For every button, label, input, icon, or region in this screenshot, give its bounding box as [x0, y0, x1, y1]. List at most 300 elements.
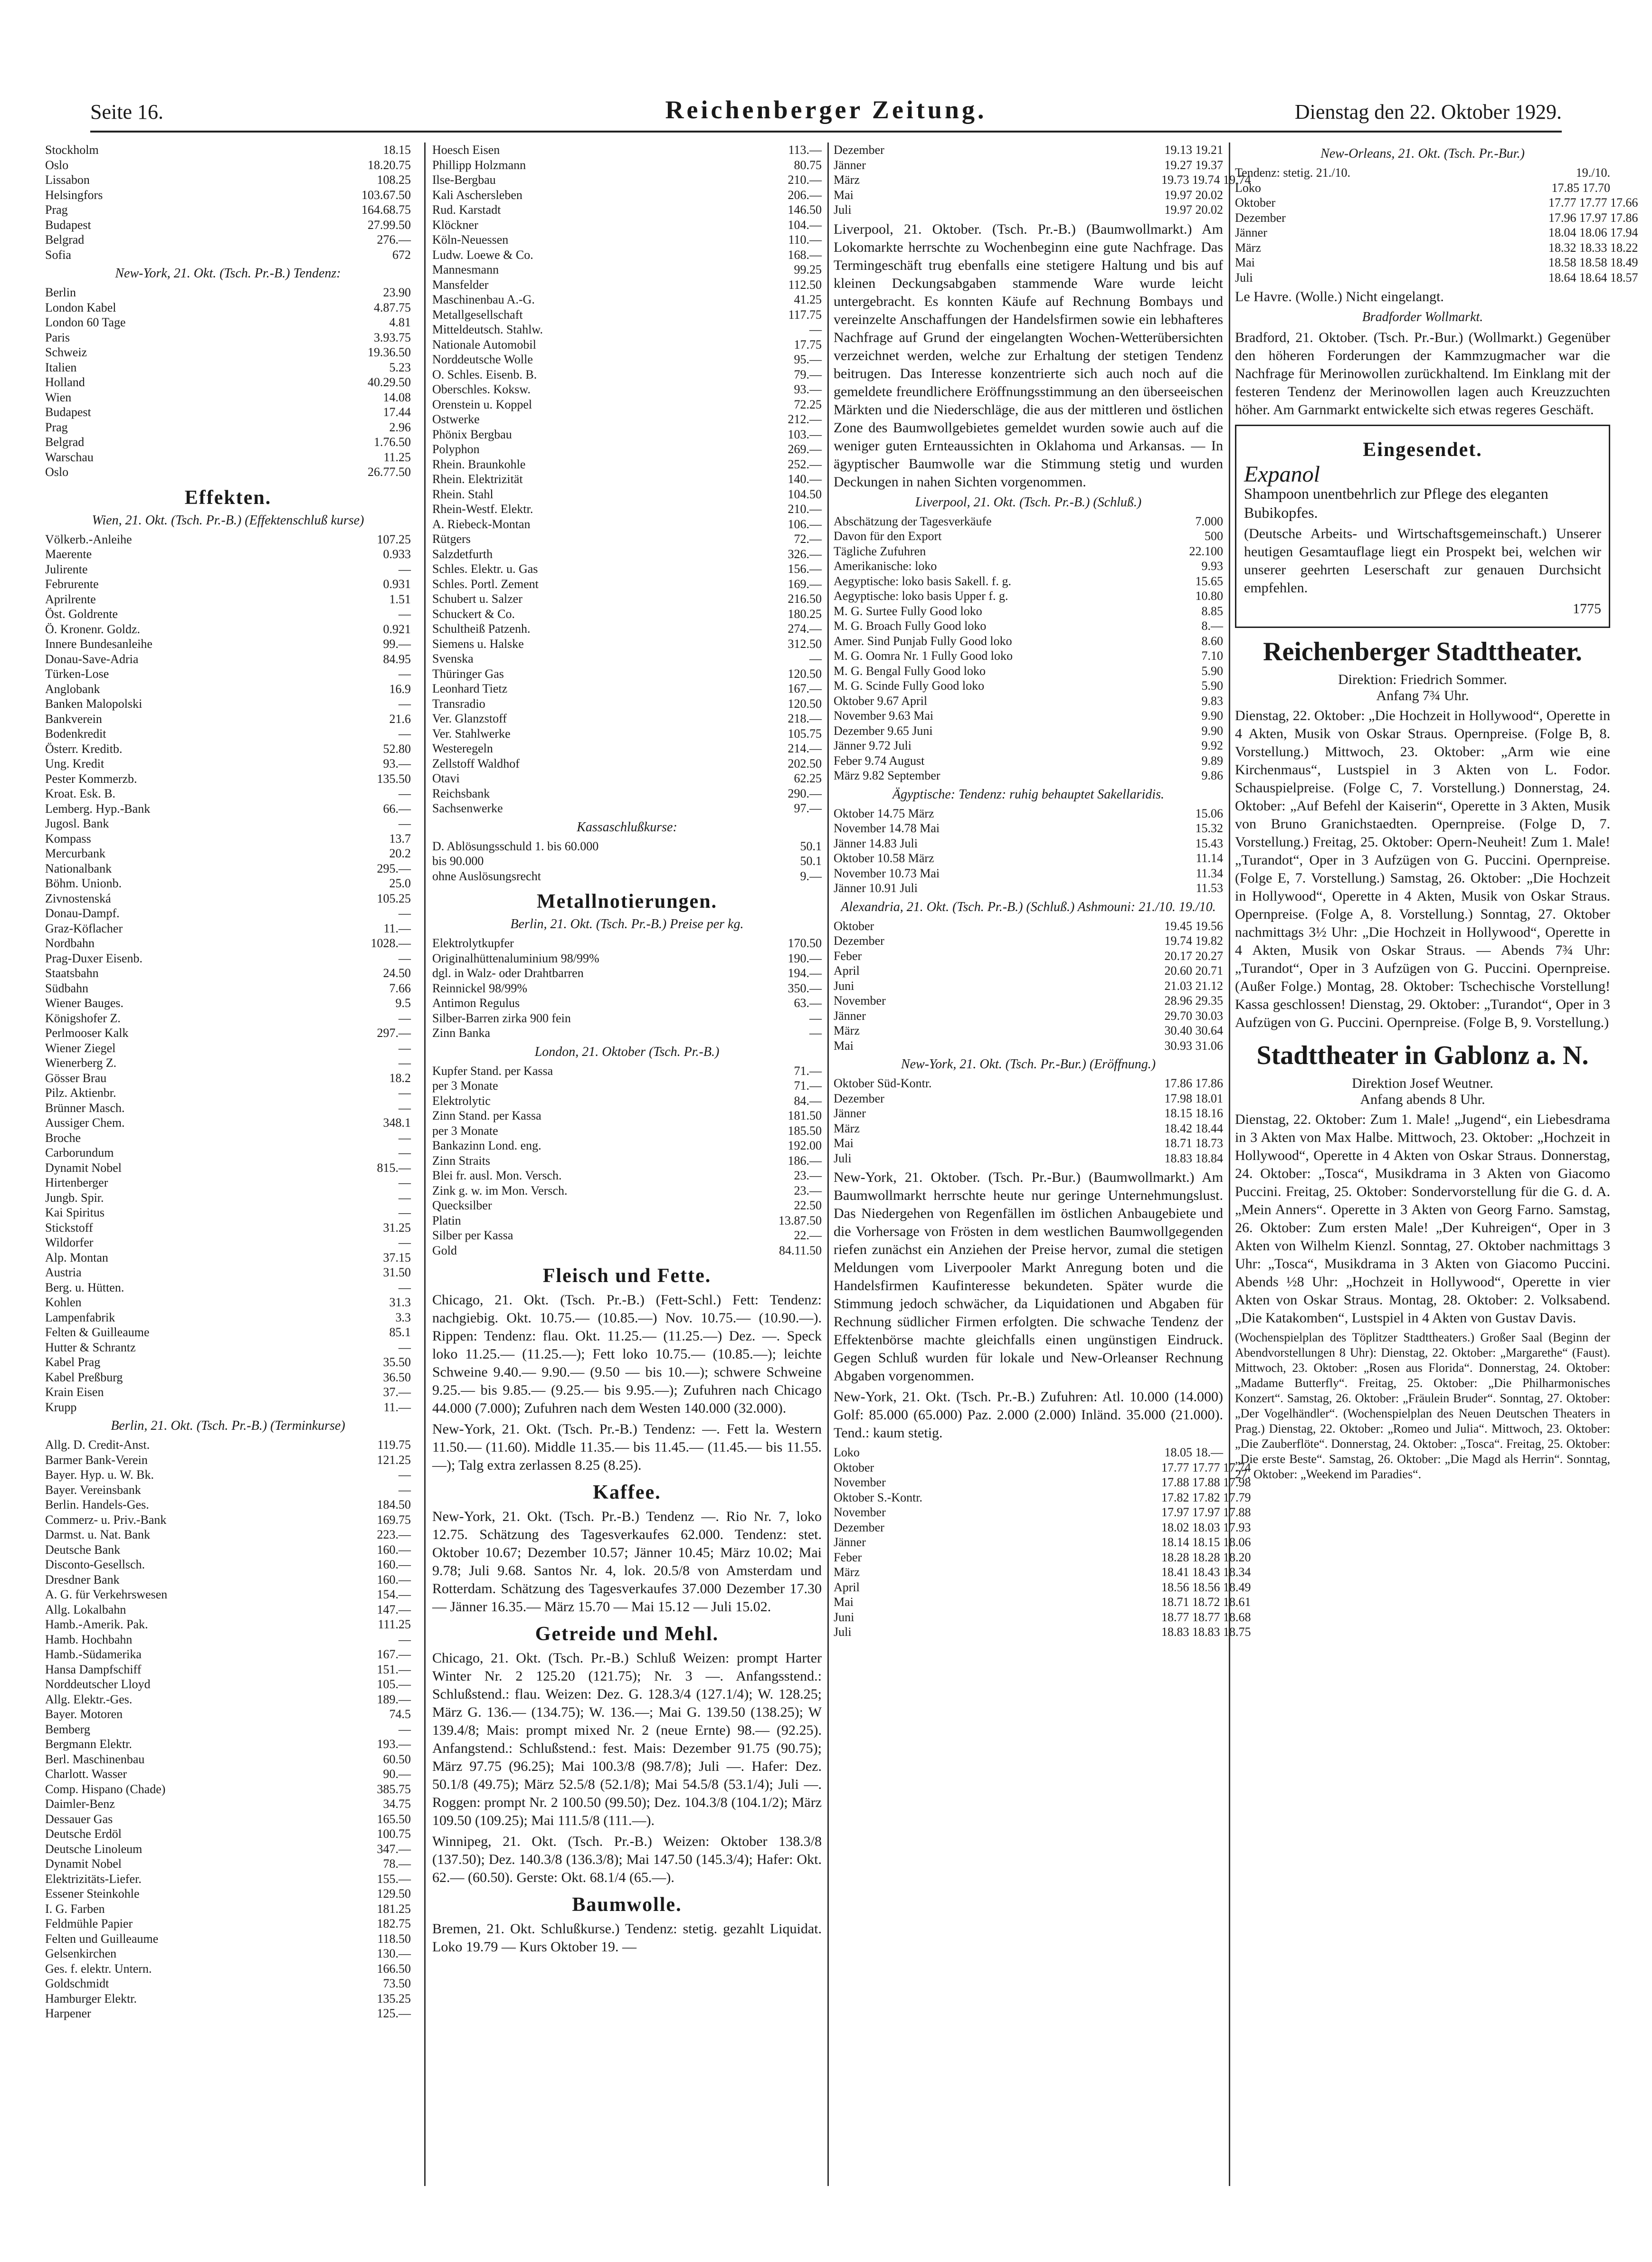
- row-value: 111.25: [378, 1617, 411, 1631]
- table-row: [45, 1901, 411, 1917]
- table-row: [834, 574, 1223, 589]
- row-label: Bodenkredit: [45, 727, 106, 741]
- table-row: [1235, 181, 1610, 196]
- table-row: [432, 561, 822, 577]
- row-value: 105.—: [377, 1677, 411, 1691]
- row-value: 93.—: [794, 382, 822, 396]
- row-value: 212.—: [788, 412, 822, 426]
- table-row: [432, 666, 822, 682]
- row-value: 274.—: [788, 622, 822, 636]
- row-value: 18.15: [383, 143, 411, 157]
- row-label: Berl. Maschinenbau: [45, 1752, 145, 1766]
- row-label: Wien: [45, 390, 72, 404]
- row-value: —: [399, 607, 411, 621]
- row-value: 18.02 18.03 17.93: [1161, 1520, 1251, 1534]
- table-row: [834, 694, 1223, 709]
- row-label: Jänner: [834, 158, 866, 172]
- row-label: Dresdner Bank: [45, 1572, 120, 1587]
- table-row: [834, 851, 1223, 866]
- row-label: Jänner: [834, 1106, 866, 1120]
- row-value: —: [399, 1086, 411, 1100]
- row-label: April: [834, 964, 860, 978]
- table-row: [834, 1595, 1251, 1610]
- row-value: 99.—: [383, 637, 411, 651]
- table-row: [834, 1151, 1223, 1166]
- row-label: Anglobank: [45, 682, 100, 696]
- table-row: [45, 652, 411, 667]
- table-row: [1235, 225, 1638, 240]
- table-row: [834, 664, 1223, 679]
- row-label: M. G. Oomra Nr. 1 Fully Good loko: [834, 649, 1013, 663]
- row-label: Zinn Straits: [432, 1153, 491, 1168]
- row-label: Königshofer Z.: [45, 1011, 121, 1025]
- row-label: bis 90.000: [432, 854, 484, 868]
- row-label: Südbahn: [45, 981, 88, 995]
- row-label: Otavi: [432, 771, 460, 785]
- row-label: Jänner: [834, 1008, 866, 1023]
- row-value: 165.50: [377, 1812, 411, 1826]
- table-row: [45, 1011, 411, 1026]
- row-value: 36.50: [383, 1370, 411, 1384]
- table-row: [45, 1325, 411, 1340]
- row-value: —: [399, 951, 411, 965]
- row-value: 11.25: [383, 450, 411, 464]
- theater-director: Direktion: Friedrich Sommer.: [1338, 672, 1507, 687]
- row-value: 117.75: [788, 307, 822, 322]
- row-label: Rhein. Elektrizität: [432, 472, 523, 486]
- table-row: [45, 1856, 411, 1872]
- row-label: Wienerberg Z.: [45, 1056, 117, 1070]
- row-label: Oktober 10.58 März: [834, 851, 934, 865]
- row-value: 290.—: [788, 786, 822, 800]
- newyork-cotton-table: [834, 1076, 1223, 1166]
- row-value: 72.—: [794, 532, 822, 546]
- table-row: [834, 708, 1223, 723]
- bradford-report: Bradford, 21. Oktober. (Tsch. Pr.-Bur.) (Wollmarkt.) Gegenüber den höheren Forderungen der Kammzugmacher war die Nachfrage für Merinowollen zurückhaltend. Im Einklang mit der festeren Tendenz der Merinowollen lagen auch Kreuzzuchten höher. Am Garnmarkt entwickelte sich etwas regeres Geschäft.: [1235, 330, 1610, 418]
- row-value: 5.90: [1201, 679, 1223, 693]
- row-label: Oktober: [834, 1460, 874, 1474]
- table-row: [45, 300, 411, 315]
- table-row: [1235, 195, 1638, 210]
- getreide-heading: Getreide und Mehl.: [535, 1623, 719, 1645]
- effekten-heading: Effekten.: [184, 486, 272, 509]
- row-value: 17.96 17.97 17.86: [1548, 210, 1638, 225]
- row-label: per 3 Monate: [432, 1123, 498, 1138]
- row-label: Loko: [834, 1445, 860, 1459]
- row-label: Schuckert & Co.: [432, 607, 515, 621]
- table-row: [45, 420, 411, 435]
- row-value: —: [399, 1340, 411, 1354]
- table-row: [834, 1625, 1251, 1640]
- row-value: 100.75: [377, 1827, 411, 1841]
- row-value: 74.5: [389, 1707, 411, 1721]
- row-value: 11.—: [383, 1400, 411, 1414]
- row-label: Oslo: [45, 465, 69, 479]
- table-row: [432, 1153, 822, 1169]
- header-rule: [90, 131, 1562, 133]
- row-value: —: [399, 562, 411, 576]
- row-value: 17.85 17.70: [1551, 181, 1610, 195]
- row-label: Juli: [834, 1625, 852, 1639]
- row-label: Ver. Stahlwerke: [432, 726, 511, 741]
- row-value: —: [399, 1056, 411, 1070]
- table-row: [45, 1752, 411, 1767]
- table-row: [45, 996, 411, 1011]
- row-label: Phönix Bergbau: [432, 427, 512, 441]
- row-label: per 3 Monate: [432, 1079, 498, 1093]
- table-row: [45, 1483, 411, 1498]
- table-row: [834, 881, 1223, 896]
- row-value: 17.98 18.01: [1164, 1091, 1223, 1105]
- row-label: Silber per Kassa: [432, 1228, 513, 1242]
- row-label: Dezember: [834, 1091, 884, 1105]
- row-value: 78.—: [383, 1857, 411, 1871]
- table-row: [45, 1826, 411, 1842]
- row-value: 167.—: [788, 682, 822, 695]
- row-label: Julirente: [45, 562, 88, 576]
- row-label: Elektrizitäts-Liefer.: [45, 1872, 142, 1886]
- row-value: 181.50: [788, 1109, 822, 1122]
- newyork-heading: New-York, 21. Okt. (Tsch. Pr.-B.) Tendenz:: [115, 266, 341, 281]
- row-label: Krain Eisen: [45, 1385, 104, 1399]
- row-label: Oktober 14.75 März: [834, 806, 934, 820]
- row-value: 90.—: [383, 1767, 411, 1781]
- table-row: [432, 621, 822, 637]
- row-value: 18.41 18.43 18.34: [1161, 1565, 1251, 1579]
- row-value: 60.50: [383, 1752, 411, 1766]
- row-value: —: [399, 1468, 411, 1482]
- baumwolle-heading: Baumwolle.: [572, 1894, 682, 1916]
- table-row: [834, 919, 1223, 934]
- row-value: 27.99.50: [368, 218, 411, 232]
- row-value: 252.—: [788, 457, 822, 471]
- row-value: 118.50: [377, 1931, 411, 1946]
- row-value: —: [399, 1190, 411, 1205]
- row-value: 4.87.75: [374, 300, 411, 314]
- masthead: [90, 81, 1562, 133]
- gablonz-program: Dienstag, 22. Oktober: Zum 1. Male! „Jugend“, ein Liebesdrama in 3 Akten von Max Halbe. Mittwoch, 23. Oktober: „Hochzeit in Hollywood“, Operette in 4 Akten von Oskar Straus. Donnerstag, 24. Oktober: „Tosca“, Musikdrama in 3 Akten von Giacomo Puccini. Freitag, 25. Oktober: Sondervorstellung für die G. d. A. „Mein Anners“. Operette in 3 Akten von Georg Farno. Samstag, 26. Oktober: Zum ersten Male! „Der Kuhreigen“, Oper in 3 Akten von Wilhelm Kienzl. Sonntag, 27. Oktober nachmittags 3 Uhr: „Tosca“, Musikdrama in 3 Akten von Giacomo Puccini. Abends ½8 Uhr: „Hochzeit in Hollywood“, Operette in vier Akten von Oskar Straus. Montag, 28. Oktober: 2. Volksabend. „Die Katakomben“, Lustspiel in 4 Akten von Gustav Davis.: [1235, 1112, 1610, 1326]
- row-label: London Kabel: [45, 300, 116, 314]
- row-label: Goldschmidt: [45, 1977, 109, 1990]
- table-row: [45, 1886, 411, 1901]
- row-value: 3.93.75: [374, 330, 411, 344]
- row-label: Aegyptische: loko basis Sakell. f. g.: [834, 574, 1012, 588]
- row-value: —: [399, 1632, 411, 1646]
- metal-london-heading: London, 21. Oktober (Tsch. Pr.-B.): [534, 1044, 720, 1059]
- gablonz-heading: Stadttheater in Gablonz a. N.: [1256, 1041, 1589, 1070]
- row-value: 41.25: [794, 293, 822, 306]
- metal-london-table: [432, 1064, 822, 1258]
- table-row: [45, 1250, 411, 1265]
- row-label: Ostwerke: [432, 412, 480, 426]
- table-row: [45, 712, 411, 727]
- row-label: Juni: [834, 1610, 854, 1624]
- row-label: A. Riebeck-Montan: [432, 517, 531, 531]
- row-label: Maerente: [45, 547, 92, 561]
- newyork-close-report: New-York, 21. Okt. (Tsch. Pr.-B.) Zufuhren: Atl. 10.000 (14.000) Golf: 85.000 (65.000) Paz. 2.000 (2.000) Inländ. 35.000 (21.000). Tend.: kaum stetig.: [834, 1389, 1223, 1441]
- row-label: Öst. Goldrente: [45, 607, 118, 621]
- table-row: [45, 966, 411, 981]
- egypt-heading: Ägyptische: Tendenz: ruhig behauptet Sakellaridis.: [892, 787, 1165, 802]
- row-label: Sofia: [45, 247, 71, 262]
- table-row: [45, 577, 411, 592]
- row-label: Feber 9.74 August: [834, 753, 925, 768]
- row-value: 106.—: [788, 517, 822, 531]
- row-value: 31.50: [383, 1265, 411, 1279]
- table-row: [432, 1011, 822, 1026]
- row-label: Deutsche Erdöl: [45, 1827, 122, 1841]
- row-value: 295.—: [377, 861, 411, 875]
- row-label: Prag: [45, 420, 68, 434]
- table-row: [834, 836, 1223, 851]
- row-value: 104.50: [788, 487, 822, 501]
- row-value: 37.—: [383, 1385, 411, 1399]
- alexandria-table: [834, 919, 1223, 1054]
- table-row: [834, 559, 1223, 574]
- row-value: 18.58 18.58 18.49: [1548, 256, 1638, 269]
- row-label: Oslo: [45, 158, 69, 172]
- table-row: [45, 1872, 411, 1887]
- table-row: [45, 1767, 411, 1782]
- row-label: Dessauer Gas: [45, 1812, 113, 1826]
- column-1: [45, 143, 411, 2186]
- table-row: [45, 1946, 411, 1961]
- row-value: 17.44: [383, 405, 411, 419]
- table-row: [45, 1437, 411, 1453]
- row-label: Gelsenkirchen: [45, 1947, 117, 1960]
- row-value: 5.23: [389, 360, 411, 374]
- row-value: 19.13 19.21: [1164, 143, 1223, 157]
- row-label: Mai: [834, 1595, 854, 1609]
- table-row: [45, 741, 411, 757]
- row-value: 104.—: [788, 218, 822, 232]
- row-value: 110.—: [788, 233, 822, 247]
- row-label: Donau-Dampf.: [45, 906, 120, 920]
- table-row: [45, 1453, 411, 1468]
- row-value: 385.75: [377, 1782, 411, 1796]
- wien-table: [45, 532, 411, 1415]
- row-label: Kabel Prag: [45, 1355, 101, 1369]
- table-row: [45, 1961, 411, 1977]
- eingesendet-heading: Eingesendet.: [1363, 439, 1482, 461]
- row-label: Lissabon: [45, 173, 90, 187]
- row-value: 23.—: [794, 1169, 822, 1182]
- table-row: [432, 726, 822, 741]
- table-row: [45, 981, 411, 996]
- row-label: Leonhard Tietz: [432, 682, 508, 695]
- row-value: 130.—: [377, 1947, 411, 1960]
- row-value: —: [399, 1280, 411, 1294]
- row-label: Ung. Kredit: [45, 757, 104, 770]
- table-row: [432, 1183, 822, 1198]
- table-row: [45, 360, 411, 375]
- row-label: Thüringer Gas: [432, 666, 504, 681]
- table-row: [834, 1076, 1223, 1091]
- row-value: 1.51: [389, 592, 411, 606]
- table-row: [432, 1108, 822, 1123]
- table-row: [834, 202, 1223, 218]
- table-row: [834, 634, 1223, 649]
- table-row: [45, 1796, 411, 1812]
- row-label: Juli: [834, 1151, 852, 1165]
- table-row: [45, 1632, 411, 1647]
- row-label: Stockholm: [45, 143, 99, 157]
- row-value: 348.1: [383, 1116, 411, 1130]
- row-label: Zellstoff Waldhof: [432, 756, 520, 770]
- row-value: 84.11.50: [779, 1243, 822, 1257]
- row-value: —: [399, 1146, 411, 1160]
- row-value: 50.1: [800, 854, 822, 868]
- theater-program: Dienstag, 22. Oktober: „Die Hochzeit in Hollywood“, Operette in 4 Akten, Musik von Oskar Straus. Opernpreise. (Folge B, 8. Vorstellung.) Mittwoch, 23. Oktober: „Arm wie eine Kirchenmaus“, Lustspiel in 3 Akten von L. Fodor. Schauspielpreise. (Folge C, 7. Vorstellung.) Donnerstag, 24. Oktober: „Auf Befehl der Kaiserin“, Operette in 3 Akten, Musik von Bruno Granichstaedten. Opernpreise. (Folge D, 7. Vorstellung.) Freitag, 25. Oktober: Opern-Neuheit! Zum 1. Male! „Turandot“, Oper in 3 Aufzügen von G. Puccini. Opernpreise. (Folge E, 7. Vorstellung.) Samstag, 26. Oktober: „Die Hochzeit in Hollywood“, Operette in 4 Akten, Musik von Oskar Straus. Opernpreise. (Folge A, 8. Vorstellung.) Sonntag, 27. Oktober nachmittags 3½ Uhr: „Die Hochzeit in Hollywood“, Operette in 4 Akten, Musik von Oskar Straus. — Abends 7¾ Uhr: „Turandot“, Oper in 3 Aufzügen von G. Puccini. Opernpreise. (Außer Folge.) Montag, 28. Oktober: Tschechische Vorstellung! Kassa geschlossen! Dienstag, 29. Oktober: „Turandot“, Oper in 3 Aufzügen von G. Puccini. Opernpreise. (Folge B, 9. Vorstellung.): [1235, 708, 1610, 1030]
- row-value: 129.50: [377, 1887, 411, 1901]
- row-label: Salzdetfurth: [432, 547, 493, 561]
- row-value: 14.08: [383, 390, 411, 404]
- row-label: Jänner 10.91 Juli: [834, 881, 918, 895]
- row-label: Gösser Brau: [45, 1071, 107, 1085]
- row-value: —: [399, 787, 411, 800]
- table-row: [45, 951, 411, 966]
- table-row: [834, 1565, 1251, 1580]
- row-value: 17.97 17.97 17.88: [1161, 1505, 1251, 1519]
- table-row: [45, 876, 411, 891]
- row-value: 108.25: [377, 173, 411, 187]
- table-row: [432, 1243, 822, 1258]
- row-value: —: [809, 652, 822, 665]
- table-row: [432, 172, 822, 188]
- table-row: [1235, 210, 1638, 226]
- row-value: 1.76.50: [374, 435, 411, 449]
- table-row: [45, 1542, 411, 1558]
- row-value: 347.—: [377, 1842, 411, 1856]
- table-row: [45, 1587, 411, 1602]
- table-row: [432, 1078, 822, 1093]
- row-value: 0.931: [383, 577, 411, 591]
- row-value: 29.70 30.03: [1164, 1008, 1223, 1023]
- row-label: Maschinenbau A.-G.: [432, 293, 535, 306]
- ad-number: 1775: [1573, 601, 1601, 617]
- row-value: 19.27 19.37: [1164, 158, 1223, 172]
- row-label: D. Ablösungsschuld 1. bis 60.000: [432, 839, 599, 853]
- row-label: Stickstoff: [45, 1220, 93, 1235]
- table-row: [834, 1136, 1223, 1151]
- row-label: Phillipp Holzmann: [432, 158, 526, 172]
- row-label: dgl. in Walz- oder Drahtbarren: [432, 966, 584, 980]
- theater-start: Anfang 7¾ Uhr.: [1376, 688, 1469, 703]
- row-value: —: [399, 697, 411, 711]
- row-label: Deutsche Bank: [45, 1542, 121, 1557]
- row-value: 15.65: [1195, 574, 1223, 588]
- row-label: M. G. Bengal Fully Good loko: [834, 664, 986, 678]
- table-row: [432, 741, 822, 756]
- row-label: Bankazinn Lond. eng.: [432, 1139, 541, 1152]
- table-row: [45, 637, 411, 652]
- row-label: Krupp: [45, 1400, 77, 1414]
- row-value: 120.50: [788, 696, 822, 711]
- table-row: [432, 277, 822, 293]
- row-value: 11.—: [383, 921, 411, 935]
- row-label: November 10.73 Mai: [834, 866, 940, 880]
- table-row: [834, 648, 1223, 664]
- table-row: [45, 1572, 411, 1587]
- table-row: [834, 1580, 1251, 1595]
- row-value: 112.50: [788, 277, 822, 292]
- row-value: 107.25: [377, 532, 411, 546]
- row-value: 9.90: [1201, 723, 1223, 738]
- row-value: —: [399, 1236, 411, 1249]
- table-row: [45, 1976, 411, 1991]
- row-value: 210.—: [788, 173, 822, 187]
- row-label: ohne Auslösungsrecht: [432, 869, 541, 883]
- row-label: Dezember: [1235, 210, 1286, 225]
- row-label: Oberschles. Koksw.: [432, 382, 531, 396]
- row-label: Oktober Süd-Kontr.: [834, 1076, 932, 1090]
- row-value: 20.17 20.27: [1164, 949, 1223, 963]
- row-value: 22.50: [794, 1198, 822, 1212]
- table-row: [432, 839, 822, 854]
- newyork-cotton-report: New-York, 21. Oktober. (Tsch. Pr.-Bur.) (Baumwollmarkt.) Am Baumwollmarkt herrschte heute nur geringe Unternehmungslust. Das Niedergehen von Regenfällen im östlichen Anbaugebiete und die Vorhersage von Frösten in dem westlichen Baumwollgegenden riefen zunächst ein Anziehen der Preise hervor, zumal die stetigen Meldungen vom Liverpooler Markt Anregung boten und die Handelsfirmen Kaufinteresse bekundeten. Später wurde die Stimmung jedoch schwächer, da Liquidationen und Abgaben für Rechnung südlicher Firmen erfolgten. Die schwache Tendenz der Effektenbörse machte gleichfalls einen ungünstigen Eindruck. Gegen Schluß wurden für lokale und New-Orleanser Rechnung Abgaben vorgenommen.: [834, 1169, 1223, 1384]
- row-value: 125.—: [377, 2006, 411, 2020]
- row-value: 326.—: [788, 547, 822, 561]
- table-row: [45, 1026, 411, 1041]
- table-row: [45, 846, 411, 861]
- table-row: [834, 1023, 1223, 1038]
- row-value: 500: [1205, 529, 1223, 543]
- table-row: [834, 753, 1223, 769]
- row-label: Bayer. Motoren: [45, 1707, 123, 1721]
- row-value: 8.60: [1201, 634, 1223, 648]
- row-value: 18.05 18.—: [1164, 1445, 1223, 1459]
- row-value: 105.25: [377, 891, 411, 905]
- row-label: Dynamit Nobel: [45, 1160, 122, 1175]
- table-row: [432, 247, 822, 263]
- row-label: Österr. Kreditb.: [45, 741, 123, 756]
- table-row: [432, 607, 822, 622]
- row-value: 166.50: [377, 1961, 411, 1976]
- row-label: Helsingfors: [45, 188, 103, 202]
- table-row: [432, 397, 822, 412]
- row-label: Blei fr. ausl. Mon. Versch.: [432, 1169, 562, 1182]
- row-label: Bayer. Vereinsbank: [45, 1483, 141, 1497]
- row-label: Felten und Guilleaume: [45, 1931, 159, 1946]
- table-row: [432, 637, 822, 652]
- row-label: Barmer Bank-Verein: [45, 1453, 148, 1467]
- page-number: Seite 16.: [90, 100, 163, 124]
- row-value: 190.—: [788, 951, 822, 965]
- theater-heading: Reichenberger Stadttheater.: [1263, 637, 1582, 666]
- table-row: [834, 544, 1223, 559]
- havre-report: Le Havre. (Wolle.) Nicht eingelangt.: [1235, 289, 1444, 304]
- row-value: 50.1: [800, 839, 822, 853]
- row-value: 7.000: [1195, 514, 1223, 528]
- row-value: 31.3: [389, 1295, 411, 1309]
- row-label: Pilz. Aktienbr.: [45, 1086, 116, 1100]
- row-value: 193.—: [377, 1737, 411, 1751]
- newspaper-title: Reichenberger Zeitung.: [665, 95, 987, 124]
- liverpool-terms-table: [834, 694, 1223, 783]
- table-row: [834, 1505, 1251, 1520]
- kassa-heading: Kassaschlußkurse:: [577, 819, 677, 835]
- row-label: Paris: [45, 330, 70, 344]
- row-label: Ö. Kronenr. Goldz.: [45, 622, 141, 636]
- table-row: [432, 651, 822, 666]
- row-label: Oktober: [1235, 196, 1276, 209]
- row-label: Donau-Save-Adria: [45, 652, 139, 666]
- table-row: [45, 831, 411, 846]
- table-row: [834, 1008, 1223, 1024]
- row-value: 206.—: [788, 188, 822, 202]
- row-label: Mai: [834, 1038, 854, 1053]
- table-row: [432, 367, 822, 382]
